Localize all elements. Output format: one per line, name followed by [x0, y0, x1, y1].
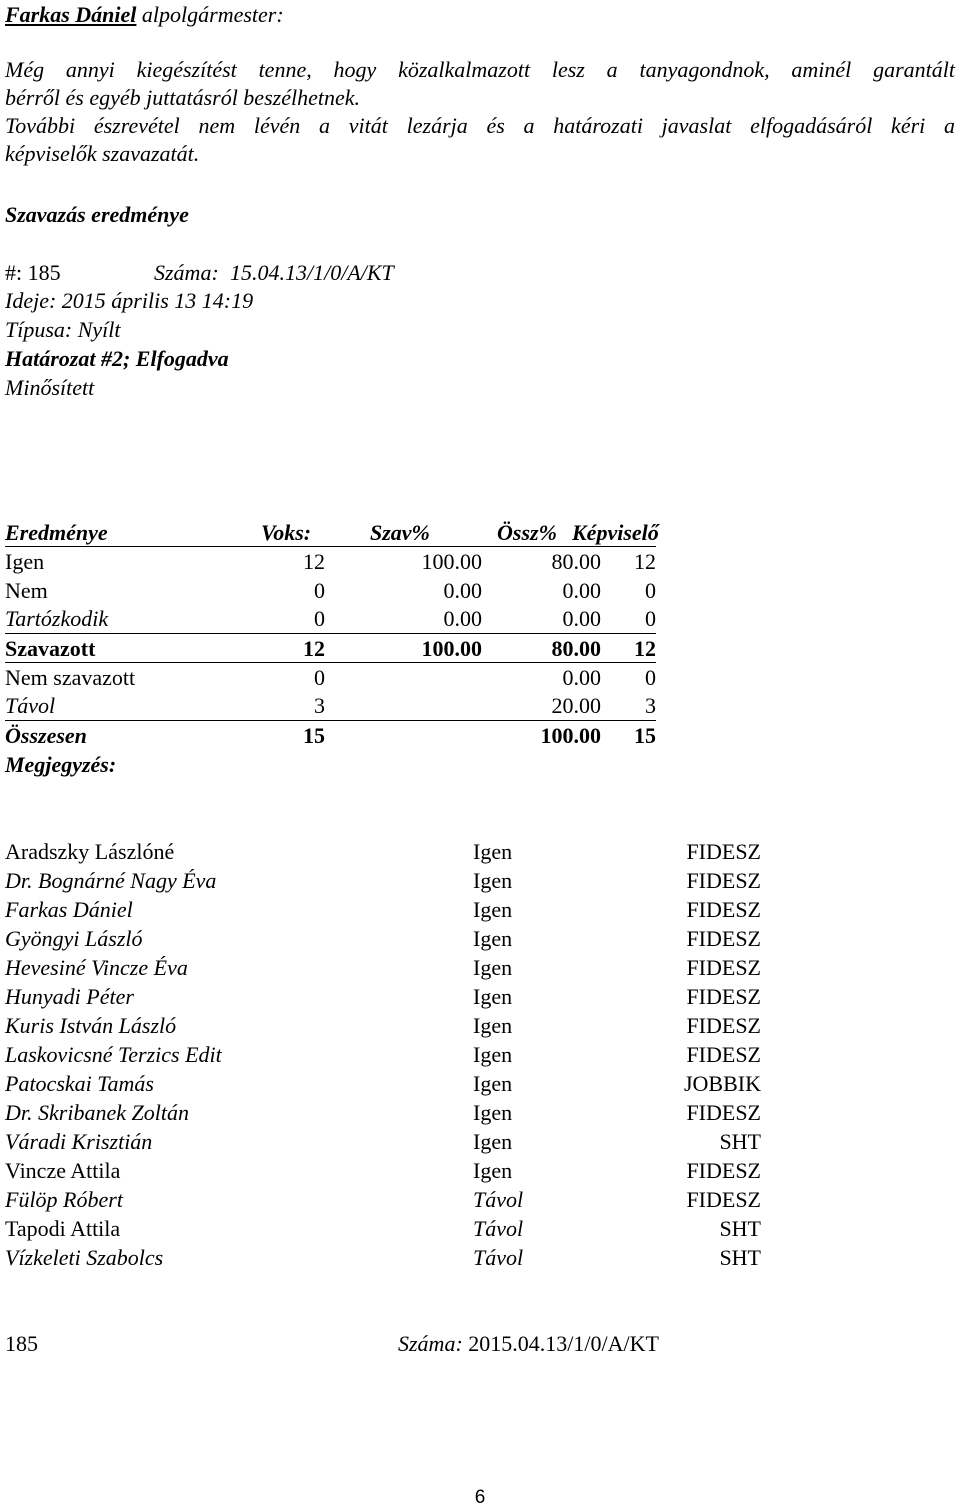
member-party: FIDESZ	[686, 1187, 761, 1212]
member-party: FIDESZ	[686, 1042, 761, 1067]
member-row	[5, 925, 761, 954]
results-cell: 12	[634, 636, 656, 661]
results-row-nem	[5, 578, 656, 605]
member-vote: Igen	[473, 897, 513, 922]
member-row	[5, 838, 761, 867]
results-row-szavazott	[5, 636, 656, 663]
member-row	[5, 1128, 761, 1157]
member-vote: Távol	[473, 1187, 524, 1212]
results-cell: 0	[645, 665, 656, 690]
member-row	[5, 1186, 761, 1215]
member-vote: Igen	[473, 1071, 513, 1096]
results-cell: 80.00	[551, 549, 601, 574]
vote-decision: Határozat #2; Elfogadva	[5, 346, 229, 371]
speaker-line	[5, 2, 284, 28]
vote-number: #: 185	[5, 260, 61, 285]
results-row-tartozkodik	[5, 606, 656, 633]
results-cell: Összesen	[5, 723, 87, 748]
results-cell: Tartózkodik	[5, 606, 109, 631]
results-cell: 0.00	[562, 665, 601, 690]
member-name: Farkas Dániel	[5, 897, 133, 922]
member-party: FIDESZ	[686, 1158, 761, 1183]
member-vote: Igen	[473, 1100, 513, 1125]
results-cell: Távol	[5, 693, 56, 718]
member-party: SHT	[719, 1129, 761, 1154]
member-row	[5, 1244, 761, 1273]
member-name: Hunyadi Péter	[5, 984, 134, 1009]
member-name: Hevesiné Vincze Éva	[5, 955, 188, 980]
member-vote: Igen	[473, 955, 513, 980]
member-name: Dr. Bognárné Nagy Éva	[5, 868, 217, 893]
results-cell: 12	[303, 549, 325, 574]
member-party: FIDESZ	[686, 926, 761, 951]
member-row	[5, 867, 761, 896]
paragraph-line: Még annyi kiegészítést tenne, hogy közalkalmazott lesz a tanyagondnok, aminél garantált	[5, 57, 955, 82]
member-name: Aradszky Lászlóné	[5, 839, 175, 864]
member-party: FIDESZ	[686, 868, 761, 893]
results-cell: Nem	[5, 578, 48, 603]
results-cell: Nem szavazott	[5, 665, 136, 690]
member-party: FIDESZ	[686, 1100, 761, 1125]
speaker-name: Farkas Dániel	[5, 2, 137, 27]
member-vote: Igen	[473, 926, 513, 951]
results-note-label: Megjegyzés:	[5, 752, 117, 777]
member-name: Patocskai Tamás	[5, 1071, 154, 1096]
member-name: Vízkeleti Szabolcs	[5, 1245, 164, 1270]
results-header-votes: Voks:	[261, 520, 312, 545]
vote-id-line	[5, 260, 394, 286]
member-row	[5, 896, 761, 925]
member-name: Dr. Skribanek Zoltán	[5, 1100, 189, 1125]
member-row	[5, 1099, 761, 1128]
paragraph-line: képviselők szavazatát.	[5, 141, 200, 166]
results-cell: 3	[314, 693, 325, 718]
footer-reference	[5, 1331, 659, 1357]
member-row	[5, 1041, 761, 1070]
member-vote: Igen	[473, 1042, 513, 1067]
results-rule	[5, 633, 656, 634]
vote-type: Típusa: Nyílt	[5, 317, 121, 342]
member-name: Vincze Attila	[5, 1158, 121, 1183]
footer-szama-value: 2015.04.13/1/0/A/KT	[462, 1331, 659, 1356]
vote-qualified: Minősített	[5, 375, 95, 400]
results-header-rule	[5, 546, 656, 547]
member-row	[5, 1157, 761, 1186]
results-cell: Szavazott	[5, 636, 96, 661]
results-cell: 100.00	[421, 549, 482, 574]
results-cell: 0.00	[562, 578, 601, 603]
member-row	[5, 1070, 761, 1099]
member-name: Tapodi Attila	[5, 1216, 121, 1241]
results-row-osszesen	[5, 723, 656, 750]
vote-szama-value: 15.04.13/1/0/A/KT	[230, 260, 394, 285]
footer-number: 185	[5, 1331, 38, 1356]
results-cell: 15	[303, 723, 325, 748]
member-party: FIDESZ	[686, 839, 761, 864]
member-vote: Igen	[473, 839, 513, 864]
member-row	[5, 1215, 761, 1244]
results-header-szav: Szav%	[370, 520, 430, 545]
member-row	[5, 1012, 761, 1041]
member-party: SHT	[719, 1245, 761, 1270]
member-party: FIDESZ	[686, 955, 761, 980]
results-cell: 100.00	[421, 636, 482, 661]
member-vote: Igen	[473, 1013, 513, 1038]
member-party: SHT	[719, 1216, 761, 1241]
results-row-nem-szavazott	[5, 665, 656, 692]
results-cell: Igen	[5, 549, 45, 574]
results-cell: 0	[314, 578, 325, 603]
results-cell: 80.00	[551, 636, 601, 661]
vote-szama-label: Száma:	[154, 260, 219, 285]
member-name: Gyöngyi László	[5, 926, 143, 951]
member-name: Váradi Krisztián	[5, 1129, 153, 1154]
member-party: FIDESZ	[686, 1013, 761, 1038]
member-party: FIDESZ	[686, 897, 761, 922]
member-party: JOBBIK	[683, 1071, 761, 1096]
member-vote: Távol	[473, 1245, 524, 1270]
member-name: Laskovicsné Terzics Edit	[5, 1042, 222, 1067]
statement-paragraph	[5, 56, 955, 168]
member-name: Kuris István László	[5, 1013, 177, 1038]
results-cell: 0.00	[443, 606, 482, 631]
results-cell: 15	[634, 723, 656, 748]
member-name: Fülöp Róbert	[5, 1187, 123, 1212]
results-row-igen	[5, 549, 656, 576]
member-party: FIDESZ	[686, 984, 761, 1009]
results-cell: 12	[634, 549, 656, 574]
member-row	[5, 983, 761, 1012]
member-vote: Igen	[473, 868, 513, 893]
paragraph-line: bérről és egyéb juttatásról beszélhetnek.	[5, 85, 360, 110]
member-vote: Távol	[473, 1216, 524, 1241]
results-cell: 20.00	[551, 693, 601, 718]
speaker-role: alpolgármester:	[136, 2, 284, 27]
results-rule	[5, 662, 656, 663]
results-rule	[5, 720, 656, 721]
results-cell: 0	[645, 606, 656, 631]
member-vote: Igen	[473, 1158, 513, 1183]
footer-szama-label: Száma:	[398, 1331, 463, 1356]
member-vote: Igen	[473, 984, 513, 1009]
member-vote: Igen	[473, 1129, 513, 1154]
member-row	[5, 954, 761, 983]
results-cell: 0	[314, 665, 325, 690]
results-cell: 0	[314, 606, 325, 631]
results-cell: 0	[645, 578, 656, 603]
results-cell: 12	[303, 636, 325, 661]
results-header-result: Eredménye	[5, 520, 108, 545]
paragraph-line: További észrevétel nem lévén a vitát lezárja és a határozati javaslat elfogadásáról kéri a	[5, 113, 955, 138]
results-header-kepviselo: Képviselő	[572, 520, 659, 545]
results-cell: 0.00	[443, 578, 482, 603]
results-header	[5, 520, 659, 547]
vote-heading: Szavazás eredménye	[5, 202, 189, 227]
results-header-ossz: Össz%	[497, 520, 557, 545]
vote-time: Ideje: 2015 április 13 14:19	[5, 288, 254, 313]
results-cell: 100.00	[540, 723, 601, 748]
page-number: 6	[474, 1487, 486, 1508]
results-cell: 3	[645, 693, 656, 718]
results-row-tavol	[5, 693, 656, 720]
results-cell: 0.00	[562, 606, 601, 631]
